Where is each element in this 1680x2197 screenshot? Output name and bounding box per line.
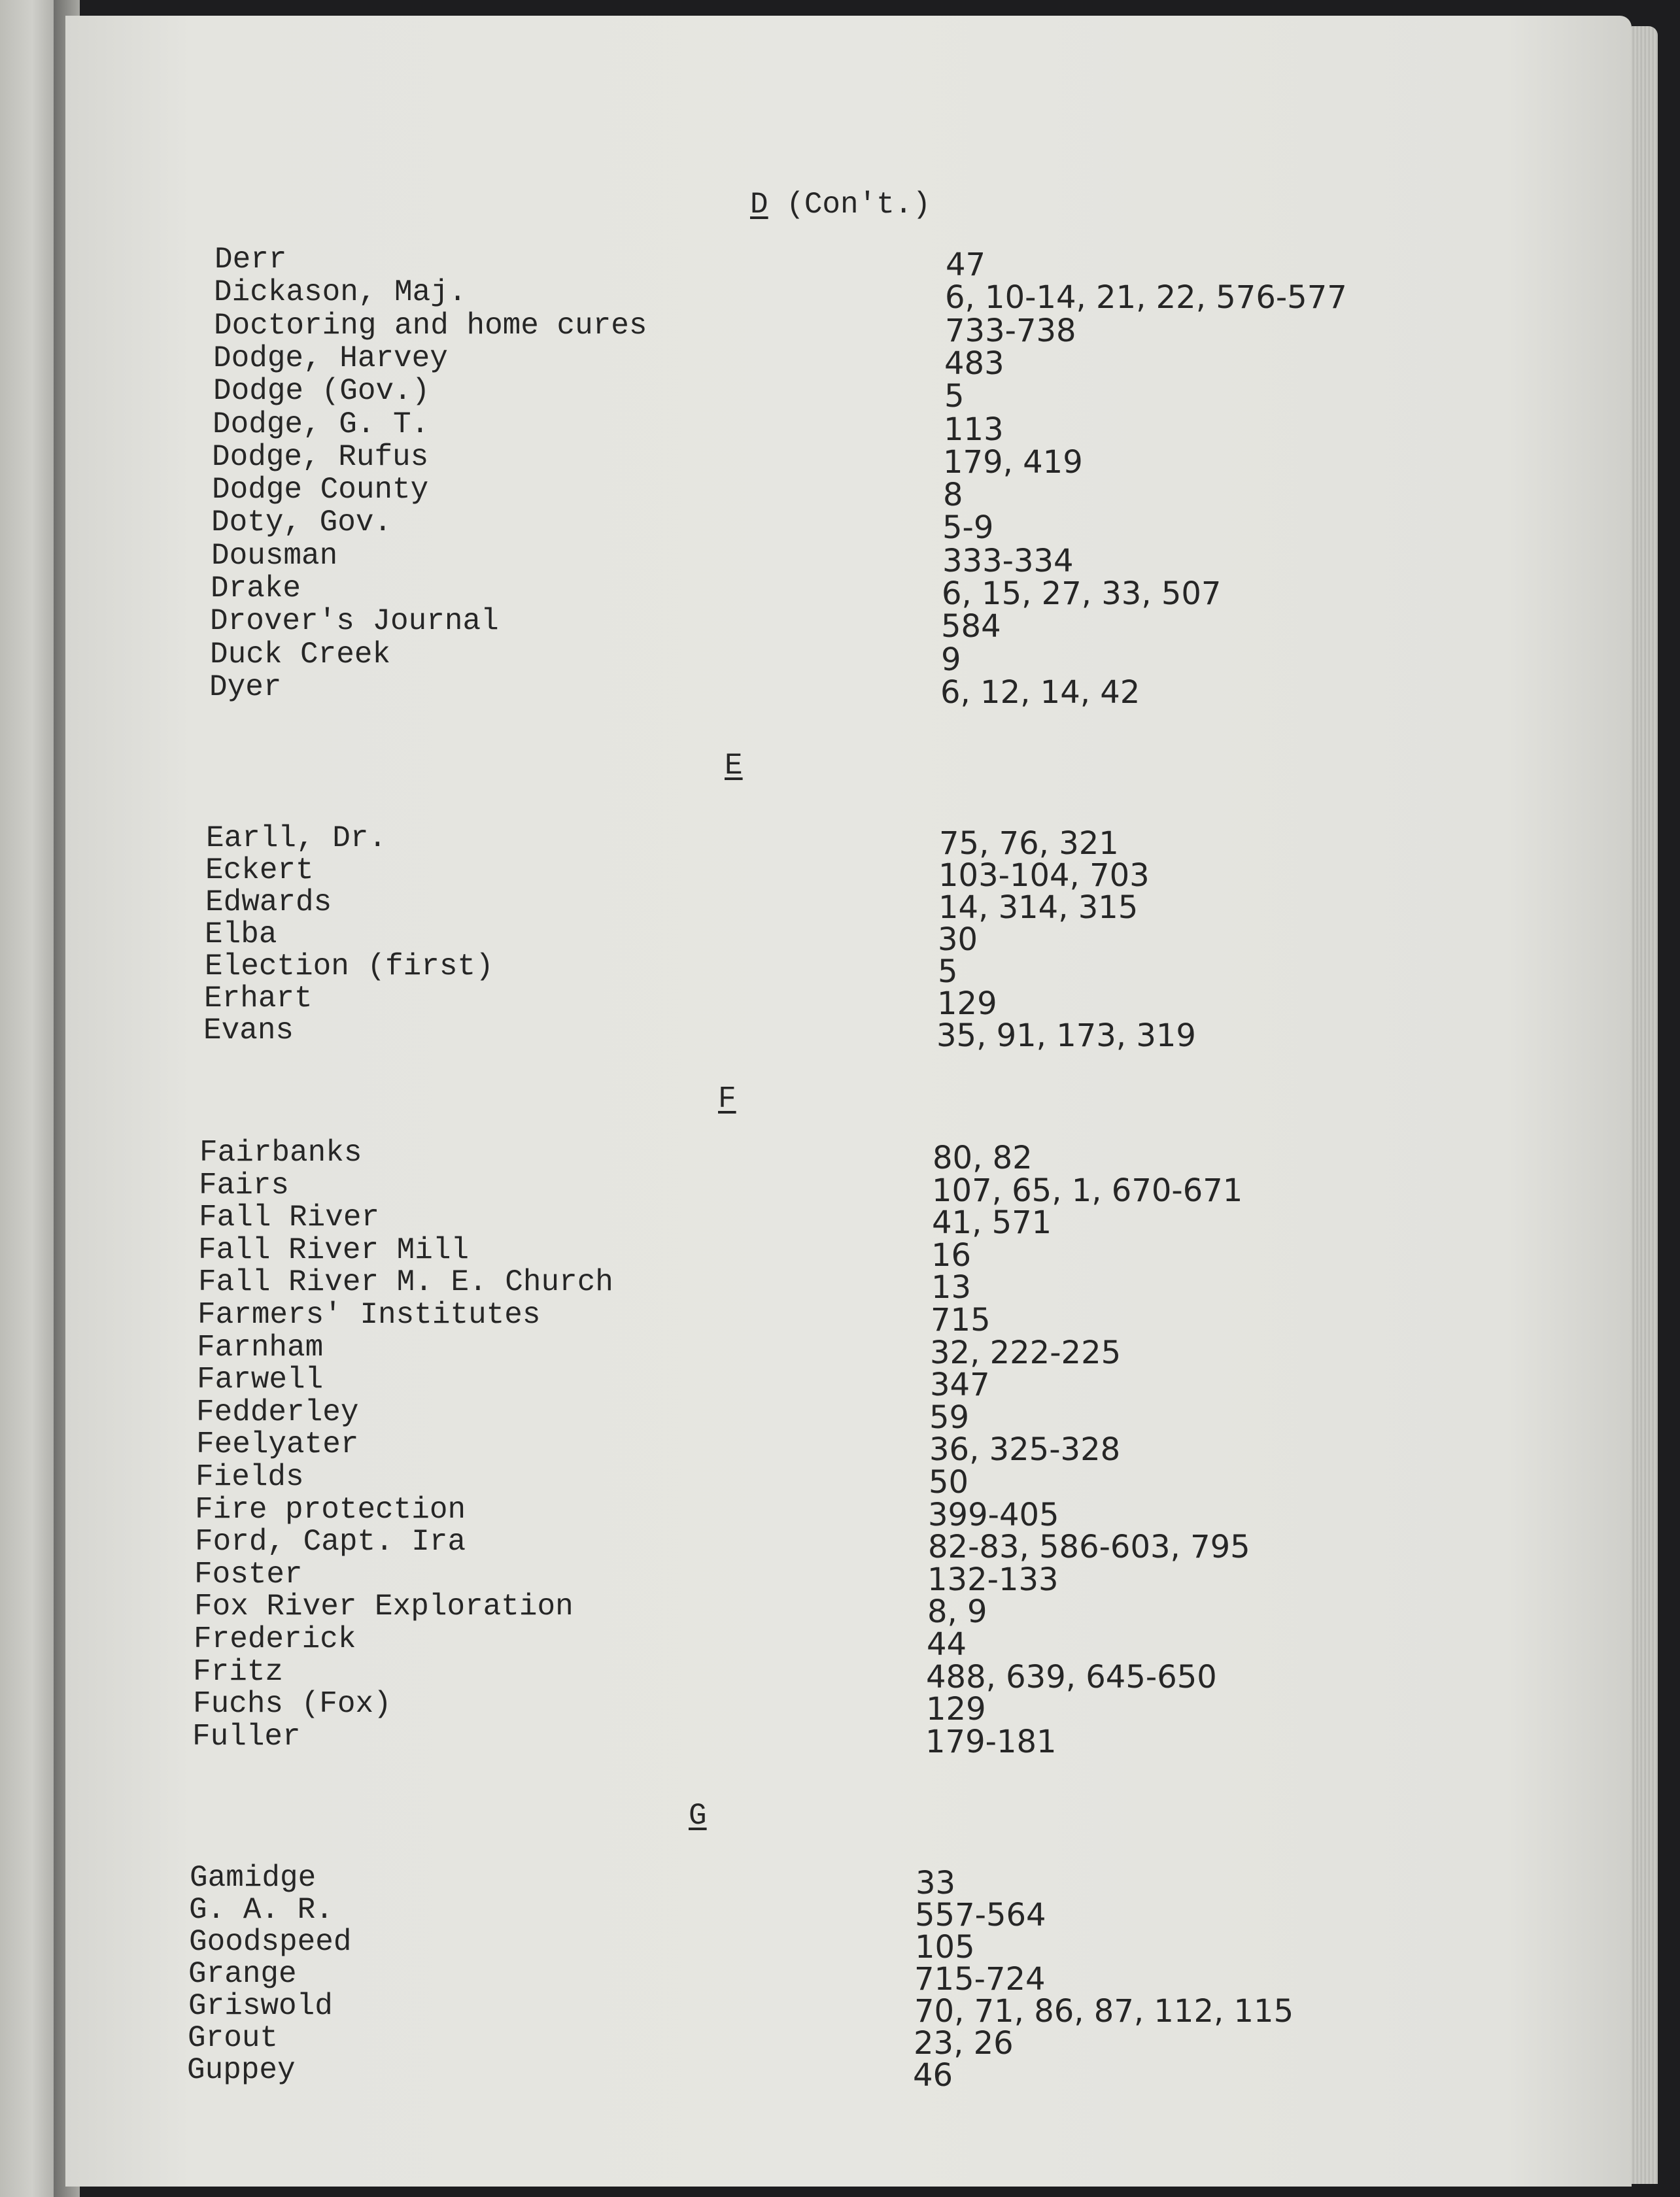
index-entry-name: Fairs [199, 1168, 290, 1202]
index-entry-name: Griswold [188, 1989, 333, 2023]
index-entry-pages: 483 [944, 345, 1004, 382]
index-entry-name: Dodge, G. T. [213, 407, 430, 441]
index-entry-pages: 715-724 [914, 1961, 1046, 1998]
index-entry-pages: 6, 12, 14, 42 [940, 674, 1140, 711]
index-entry-name: Farnham [197, 1331, 324, 1365]
index-entry-name: Dodge County [212, 473, 429, 507]
index-entry-pages: 105 [915, 1929, 975, 1966]
index-entry-name: Drover's Journal [210, 604, 499, 638]
index-entry-pages: 46 [913, 2057, 953, 2094]
index-entry-name: Fuchs (Fox) [193, 1687, 392, 1721]
index-entry-name: Doty, Gov. [211, 505, 392, 539]
index-entry-pages: 347 [930, 1367, 990, 1403]
page-stack-edge [1632, 26, 1658, 2184]
section-letter: E [725, 749, 743, 783]
index-entry-pages: 36, 325-328 [929, 1431, 1121, 1468]
index-entry-pages: 5-9 [942, 509, 994, 546]
index-entry-name: Fritz [193, 1655, 284, 1689]
index-entry-name: Fox River Exploration [194, 1590, 574, 1624]
index-entry-pages: 488, 639, 645-650 [926, 1659, 1217, 1695]
index-entry-pages: 35, 91, 173, 319 [936, 1017, 1196, 1054]
index-entry-pages: 59 [929, 1399, 970, 1436]
section-letter: G [689, 1799, 707, 1833]
index-entry-name: Grange [188, 1957, 297, 1991]
index-entry-pages: 6, 15, 27, 33, 507 [942, 575, 1222, 612]
index-entry-pages: 23, 26 [914, 2025, 1014, 2062]
index-entry-name: Feelyater [196, 1427, 359, 1461]
index-entry-pages: 32, 222-225 [930, 1335, 1122, 1371]
index-entry-name: Drake [211, 571, 301, 605]
index-entry-pages: 33 [916, 1865, 956, 1901]
index-entry-pages: 557-564 [915, 1897, 1046, 1933]
index-entry-name: Ford, Capt. Ira [195, 1525, 466, 1559]
index-entry-pages: 103-104, 703 [938, 857, 1150, 894]
index-entry-pages: 70, 71, 86, 87, 112, 115 [914, 1993, 1294, 2030]
section-heading-g [689, 1799, 707, 1832]
index-entry-name: Erhart [204, 981, 313, 1015]
index-entry-name: Dodge, Harvey [213, 341, 448, 375]
index-entry-pages: 6, 10-14, 21, 22, 576-577 [945, 279, 1347, 316]
index-entry-pages: 50 [929, 1464, 969, 1501]
index-entry-name: Guppey [187, 2053, 296, 2087]
index-entry-name: Fire protection [195, 1493, 466, 1527]
index-entry-pages: 5 [944, 378, 965, 415]
index-entry-name: Edwards [205, 885, 332, 919]
index-entry-name: Foster [194, 1558, 303, 1592]
index-entry-pages: 5 [938, 953, 958, 990]
index-entry-pages: 47 [946, 247, 986, 283]
index-entry-name: Elba [205, 917, 277, 951]
index-entry-pages: 129 [937, 985, 997, 1022]
index-entry-pages: 75, 76, 321 [939, 825, 1119, 862]
index-entry-name: Dousman [211, 539, 338, 573]
index-entry-name: Election (first) [205, 949, 494, 983]
index-entry-name: Farmers' Institutes [197, 1298, 541, 1332]
index-entry-name: Dodge, Rufus [212, 440, 429, 474]
index-entry-name: Evans [203, 1013, 294, 1047]
index-entry-pages: 113 [944, 411, 1004, 448]
index-entry-name: Dickason, Maj. [214, 275, 467, 309]
index-entry-pages: 107, 65, 1, 670-671 [932, 1172, 1243, 1209]
index-entry-name: Fedderley [196, 1395, 359, 1429]
section-letter: D [750, 188, 768, 222]
index-entry-name: Fairbanks [199, 1136, 362, 1170]
index-entry-pages: 82-83, 586-603, 795 [928, 1529, 1250, 1565]
section-heading-d [750, 188, 931, 221]
index-entry-name: Gamidge [190, 1861, 317, 1895]
index-entry-pages: 41, 571 [932, 1204, 1052, 1241]
section-heading-f [718, 1083, 736, 1116]
index-entry-name: Fall River [199, 1201, 380, 1235]
index-entry-pages: 16 [931, 1237, 972, 1274]
index-entry-name: Eckert [205, 853, 314, 887]
index-entry-pages: 715 [931, 1302, 991, 1338]
index-entry-pages: 8, 9 [927, 1593, 987, 1630]
index-entry-pages: 733-738 [945, 313, 1076, 349]
index-entry-pages: 129 [926, 1691, 986, 1728]
index-entry-name: Goodspeed [189, 1925, 352, 1959]
index-entry-pages: 179, 419 [943, 444, 1083, 481]
index-entry-pages: 80, 82 [933, 1140, 1033, 1176]
index-entry-name: Dodge (Gov.) [213, 374, 430, 408]
facing-page-edge [0, 0, 54, 2197]
index-entry-name: Fall River M. E. Church [198, 1265, 613, 1299]
index-entry-name: G. A. R. [189, 1893, 334, 1927]
index-entry-name: Fall River Mill [198, 1233, 470, 1267]
index-entry-name: Frederick [194, 1622, 356, 1656]
index-entry-name: Fields [196, 1460, 304, 1494]
index-entry-name: Duck Creek [210, 638, 391, 672]
index-entry-name: Fuller [192, 1720, 301, 1754]
index-entry-pages: 333-334 [942, 543, 1074, 579]
index-entry-name: Dyer [209, 670, 282, 704]
index-entry-pages: 9 [941, 641, 961, 678]
index-entry-name: Farwell [197, 1363, 324, 1397]
index-entry-pages: 13 [931, 1269, 972, 1306]
index-entry-pages: 44 [927, 1626, 967, 1663]
index-entry-name: Earll, Dr. [206, 821, 387, 855]
index-entry-pages: 584 [941, 608, 1001, 645]
section-letter: F [718, 1082, 736, 1116]
index-entry-pages: 179-181 [925, 1724, 1057, 1760]
index-entry-pages: 30 [938, 921, 978, 958]
index-entry-name: Grout [188, 2021, 279, 2055]
index-entry-pages: 14, 314, 315 [938, 889, 1139, 926]
section-suffix: (Con't.) [768, 188, 931, 222]
index-entry-pages: 399-405 [928, 1497, 1059, 1533]
index-entry-name: Derr [214, 243, 287, 277]
index-entry-pages: 8 [943, 477, 963, 513]
section-heading-e [725, 749, 743, 782]
index-entry-pages: 132-133 [927, 1561, 1059, 1598]
index-entry-name: Doctoring and home cures [214, 309, 647, 343]
